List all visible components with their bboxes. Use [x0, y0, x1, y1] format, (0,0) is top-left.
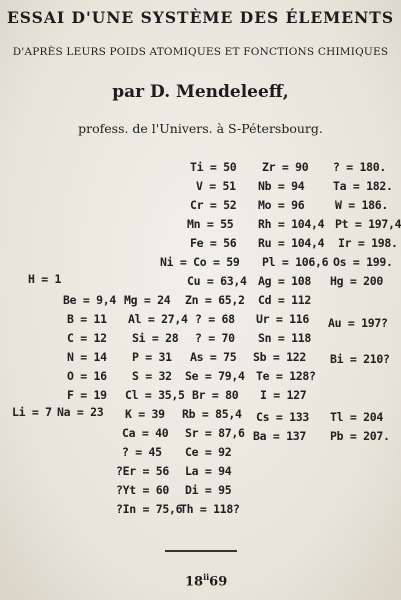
element-cell: Tl = 204: [330, 410, 383, 424]
element-cell: Sn = 118: [258, 331, 311, 345]
element-cell: Cr = 52: [190, 198, 237, 212]
element-cell: Hg = 200: [330, 274, 383, 288]
element-cell: Di = 95: [185, 483, 232, 497]
element-cell: Pl = 106,6: [262, 255, 329, 269]
element-cell: Pt = 197,4: [335, 217, 401, 231]
element-cell: Ti = 50: [190, 160, 237, 174]
element-cell: Nb = 94: [258, 179, 305, 193]
element-cell: C = 12: [67, 331, 107, 345]
element-cell: Bi = 210?: [330, 352, 390, 366]
element-cell: Si = 28: [132, 331, 179, 345]
element-cell: Cd = 112: [258, 293, 311, 307]
page-subtitle: D'APRÈS LEURS POIDS ATOMIQUES ET FONCTIONS CHIMIQUES: [12, 46, 389, 58]
element-cell: ?Er = 56: [116, 464, 169, 478]
element-cell: Os = 199.: [333, 255, 393, 269]
element-cell: I = 127: [260, 388, 307, 402]
page-title: ESSAI D'UNE SYSTÈME DES ÉLEMENTS: [6, 8, 395, 27]
element-cell: Fe = 56: [190, 236, 237, 250]
element-cell: ? = 70: [195, 331, 235, 345]
element-cell: W = 186.: [335, 198, 388, 212]
element-cell: Mn = 55: [187, 217, 234, 231]
element-cell: Rb = 85,4: [182, 407, 242, 421]
element-cell: ? = 180.: [333, 160, 386, 174]
element-cell: Th = 118?: [180, 502, 240, 516]
element-cell: Be = 9,4: [63, 293, 116, 307]
element-cell: Rh = 104,4: [258, 217, 325, 231]
element-cell: Cl = 35,5: [125, 388, 185, 402]
element-cell: Mg = 24: [124, 293, 171, 307]
element-cell: As = 75: [190, 350, 237, 364]
date-superscript: ii: [203, 572, 210, 582]
element-cell: Na = 23: [57, 405, 104, 419]
element-cell: Sr = 87,6: [185, 426, 245, 440]
element-cell: Sb = 122: [253, 350, 306, 364]
element-cell: ? = 68: [195, 312, 235, 326]
element-cell: Ru = 104,4: [258, 236, 325, 250]
element-cell: Li = 7: [12, 405, 52, 419]
element-cell: V = 51: [196, 179, 236, 193]
author-line: par D. Mendeleeff,: [112, 82, 289, 102]
element-cell: Ur = 116: [256, 312, 309, 326]
element-cell: N = 14: [67, 350, 107, 364]
element-cell: F = 19: [67, 388, 107, 402]
element-cell: Al = 27,4: [128, 312, 188, 326]
element-cell: Se = 79,4: [185, 369, 245, 383]
element-cell: B = 11: [67, 312, 107, 326]
element-cell: P = 31: [132, 350, 172, 364]
date-year-prefix: 18: [185, 574, 204, 590]
element-cell: ?Yt = 60: [116, 483, 169, 497]
element-cell: ? = 45: [122, 445, 162, 459]
element-cell: Ta = 182.: [333, 179, 393, 193]
divider-rule: [165, 550, 237, 552]
element-cell: Pb = 207.: [330, 429, 390, 443]
element-cell: La = 94: [185, 464, 232, 478]
element-cell: Cu = 63,4: [187, 274, 247, 288]
element-cell: Ag = 108: [258, 274, 311, 288]
element-cell: Ca = 40: [122, 426, 169, 440]
element-cell: Au = 197?: [328, 316, 388, 330]
element-cell: S = 32: [132, 369, 172, 383]
element-cell: K = 39: [125, 407, 165, 421]
element-cell: Ce = 92: [185, 445, 232, 459]
element-cell: Zr = 90: [262, 160, 309, 174]
element-cell: Cs = 133: [256, 410, 309, 424]
element-cell: Zn = 65,2: [185, 293, 245, 307]
element-cell: Ni = Co = 59: [160, 255, 240, 269]
element-cell: Te = 128?: [256, 369, 316, 383]
element-cell: Br = 80: [192, 388, 239, 402]
element-cell: Mo = 96: [258, 198, 305, 212]
publication-date: [185, 572, 227, 589]
element-cell: ?In = 75,6: [116, 502, 183, 516]
element-cell: O = 16: [67, 369, 107, 383]
affiliation-line: profess. de l'Univers. à S-Pétersbourg.: [78, 121, 323, 136]
date-year-suffix: 69: [209, 574, 228, 590]
element-cell: Ir = 198.: [338, 236, 398, 250]
element-cell: H = 1: [28, 272, 62, 286]
element-cell: Ba = 137: [253, 429, 306, 443]
